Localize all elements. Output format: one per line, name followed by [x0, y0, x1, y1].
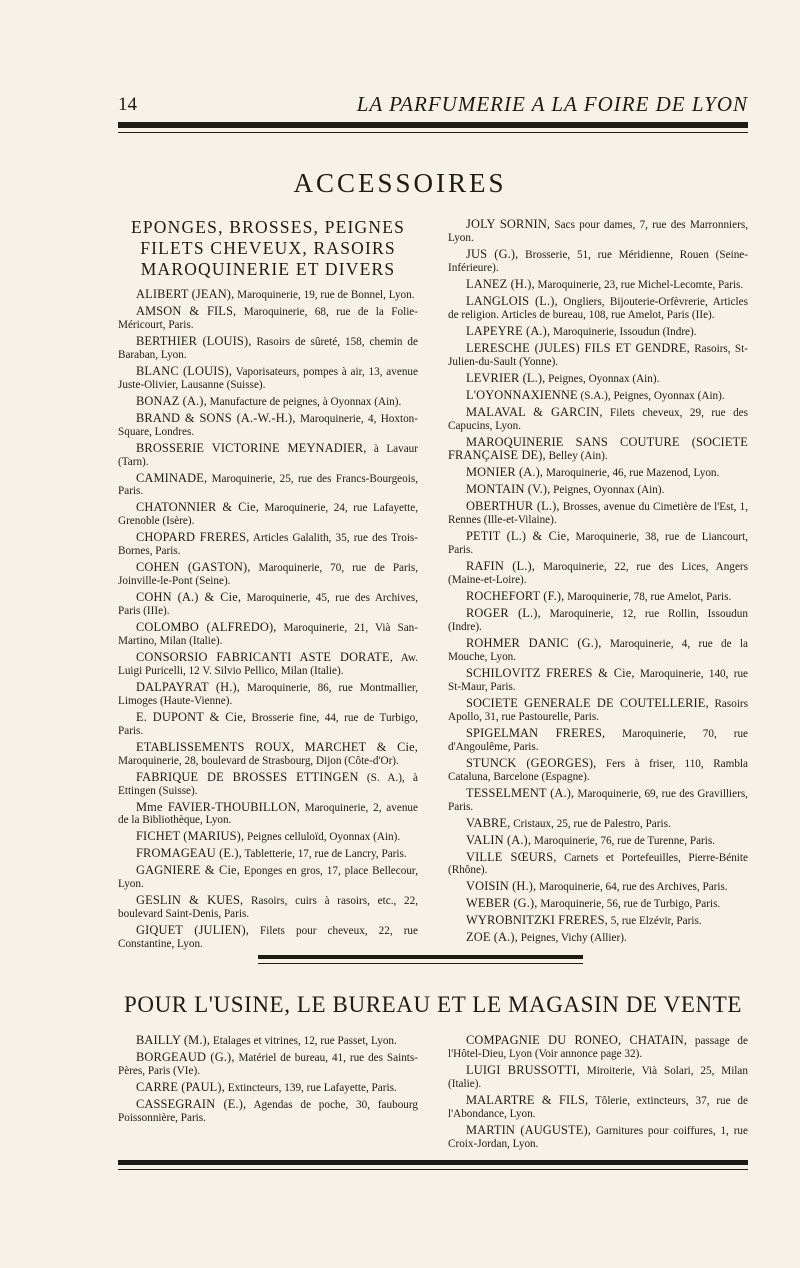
- entry-details: Brosserie fine, 44, rue de Turbigo, Paris.: [118, 711, 418, 737]
- entry-name: MAROQUINERIE SANS COUTURE (SOCIETE FRANÇAISE DE),: [448, 434, 748, 463]
- directory-entry: [448, 248, 748, 275]
- directory-entry: [448, 727, 748, 754]
- directory-entry: [118, 681, 418, 708]
- directory-entry: [118, 531, 418, 558]
- directory-entry: [118, 335, 418, 362]
- subtitle-line: FILETS CHEVEUX, RASOIRS: [140, 238, 396, 258]
- header-rule-thin: [118, 132, 748, 133]
- directory-entry: [118, 365, 418, 392]
- entry-details: Rasoirs Apollo, 31, rue Pastourelle, Paris.: [448, 697, 749, 723]
- entry-name: VILLE SŒURS,: [466, 849, 557, 864]
- entry-name: ETABLISSEMENTS ROUX, MARCHET & Cie,: [136, 739, 418, 754]
- entry-details: Filets cheveux, 29, rue des Capucins, Lyon.: [448, 406, 748, 432]
- entry-name: E. DUPONT & Cie,: [136, 709, 247, 724]
- footer-rule-thin: [118, 1169, 748, 1170]
- section-title-accessoires: ACCESSOIRES: [293, 168, 507, 198]
- directory-entry: [118, 711, 418, 738]
- entry-name: LEVRIER (L.),: [466, 370, 546, 385]
- directory-entry: [448, 1094, 748, 1121]
- entry-name: BONAZ (A.),: [136, 393, 207, 408]
- entry-details: 5, rue Elzévir, Paris.: [607, 915, 702, 928]
- entry-details: Filets pour cheveux, 22, rue Constantine, Lyon.: [118, 925, 418, 951]
- entry-details: Maroquinerie, 86, rue Montmallier, Limoges (Haute-Vienne).: [118, 681, 418, 707]
- entry-name: WYROBNITZKI FRERES,: [466, 913, 608, 928]
- directory-entry: [118, 771, 418, 798]
- entry-name: COHN (A.) & Cie,: [136, 590, 242, 605]
- entry-name: LANGLOIS (L.),: [466, 293, 558, 308]
- directory-entry: [118, 412, 418, 439]
- directory-entry: [118, 847, 418, 861]
- directory-entry: [448, 914, 748, 928]
- entry-name: FICHET (MARIUS),: [136, 829, 245, 844]
- entry-name: GAGNIERE & Cie,: [136, 863, 240, 878]
- directory-entry: [118, 924, 418, 951]
- entry-details: Maroquinerie, 22, rue des Lices, Angers (Maine-et-Loire).: [448, 561, 748, 587]
- entry-name: FABRIQUE DE BROSSES ETTINGEN: [136, 769, 359, 784]
- entry-name: VABRE,: [466, 815, 511, 830]
- entry-details: Ongliers, Bijouterie-Orfèvrerie, Articles de religion. Articles de bureau, 108, rue Amelot, Paris (IIe).: [448, 295, 748, 321]
- section-divider-thin: [258, 963, 583, 964]
- entry-details: Maroquinerie, 12, rue Rollin, Issoudun (Indre).: [448, 608, 748, 634]
- entry-details: Manufacture de peignes, à Oyonnax (Ain).: [206, 395, 402, 408]
- entry-details: Maroquinerie, 64, rue des Archives, Paris.: [536, 881, 728, 894]
- entry-name: PETIT (L.) & Cie,: [466, 529, 570, 544]
- directory-entry: [448, 295, 748, 322]
- directory-entry: [448, 278, 748, 292]
- entry-name: L'OYONNAXIENNE: [466, 387, 578, 402]
- entry-name: MALAVAL & GARCIN,: [466, 404, 603, 419]
- entry-details: Maroquinerie, 76, rue de Turenne, Paris.: [531, 834, 716, 847]
- entry-name: LERESCHE (JULES) FILS ET GENDRE,: [466, 340, 690, 355]
- entry-details: Vaporisateurs, pompes à air, 13, avenue Juste-Olivier, Lausanne (Suisse).: [118, 365, 418, 391]
- directory-entry: [118, 1098, 418, 1125]
- entry-details: Maroquinerie, 2, avenue de la Bibliothèque, Lyon.: [118, 801, 418, 827]
- directory-entry: [448, 466, 748, 480]
- directory-entry: [448, 757, 748, 784]
- entry-name: BERTHIER (LOUIS),: [136, 333, 252, 348]
- entry-details: Peignes, Oyonnax (Ain).: [545, 372, 660, 385]
- entry-name: JOLY SORNIN,: [466, 217, 551, 231]
- directory-entry: [448, 931, 748, 945]
- entry-name: ROGER (L.),: [466, 606, 541, 621]
- entry-details: Agendas de poche, 30, faubourg Poissonnière, Paris.: [118, 1098, 419, 1124]
- entry-details: Brosses, avenue du Cimetière de l'Est, 1, Rennes (Ille-et-Vilaine).: [448, 501, 749, 527]
- entry-name: LANEZ (H.),: [466, 276, 535, 291]
- directory-entry: [118, 801, 418, 828]
- usine-right-column: [448, 1034, 748, 1154]
- directory-entry: [118, 591, 418, 618]
- directory-entry: [448, 342, 748, 369]
- directory-entry: [448, 406, 748, 433]
- header-rule-thick: [118, 122, 748, 128]
- entry-details: Peignes, Oyonnax (Ain).: [550, 484, 665, 497]
- entry-name: CASSEGRAIN (E.),: [136, 1096, 247, 1111]
- entry-name: COMPAGNIE DU RONEO, CHATAIN,: [466, 1033, 688, 1047]
- entry-details: Carnets et Portefeuilles, Pierre-Bénite (Rhône).: [448, 851, 748, 877]
- entry-name: AMSON & FILS,: [136, 304, 237, 318]
- entry-details: Fers à friser, 110, Rambla Cataluna, Barcelone (Espagne).: [448, 757, 748, 783]
- directory-entry: [448, 817, 748, 831]
- entry-name: CHATONNIER & Cie,: [136, 500, 260, 515]
- entry-name: LUIGI BRUSSOTTI,: [466, 1062, 580, 1077]
- directory-entry: [448, 607, 748, 634]
- entry-details: Maroquinerie, 78, rue Amelot, Paris.: [564, 591, 732, 604]
- entry-details: Maroquinerie, Issoudun (Indre).: [550, 325, 697, 338]
- section-title-usine: POUR L'USINE, LE BUREAU ET LE MAGASIN DE VENTE: [123, 992, 742, 1017]
- entry-details: Sacs pour dames, 7, rue des Marronniers, Lyon.: [448, 219, 748, 244]
- entry-details: (S. A.), à Ettingen (Suisse).: [118, 771, 418, 797]
- directory-entry: [118, 561, 418, 588]
- subtitle-line: EPONGES, BROSSES, PEIGNES: [130, 217, 406, 237]
- entry-details: Maroquinerie, 23, rue Michel-Lecomte, Paris.: [534, 278, 744, 291]
- directory-entry: [118, 864, 418, 891]
- entry-name: TESSELMENT (A.),: [466, 785, 575, 800]
- entry-details: Rasoirs, St-Julien-du-Sault (Yonne).: [448, 342, 748, 368]
- page-number: 14: [118, 94, 137, 115]
- entry-name: BLANC (LOUIS),: [136, 363, 233, 378]
- entry-name: BRAND & SONS (A.-W.-H.),: [136, 410, 296, 425]
- entry-name: COLOMBO (ALFREDO),: [136, 620, 277, 635]
- directory-entry: [118, 830, 418, 844]
- entry-name: VALIN (A.),: [466, 832, 532, 847]
- running-title: LA PARFUMERIE A LA FOIRE DE LYON: [356, 92, 748, 116]
- entry-details: Aw. Luigi Puricelli, 12 V. Silvio Pellico, Milan (Italie).: [118, 651, 418, 677]
- entry-details: Belley (Ain).: [545, 450, 608, 463]
- entry-details: passage de l'Hôtel-Dieu, Lyon (Voir annonce page 32).: [448, 1035, 748, 1060]
- directory-entry: [448, 560, 748, 587]
- entry-name: MONTAIN (V.),: [466, 482, 551, 497]
- entry-name: STUNCK (GEORGES),: [466, 755, 597, 770]
- entry-name: BORGEAUD (G.),: [136, 1050, 235, 1064]
- directory-entry: [448, 590, 748, 604]
- directory-entry: [118, 894, 418, 921]
- entry-details: Maroquinerie, 24, rue Lafayette, Grenoble (Isère).: [118, 502, 419, 528]
- entry-details: Maroquinerie, 4, rue de la Mouche, Lyon.: [448, 638, 748, 663]
- entry-details: Brosserie, 51, rue Méridienne, Rouen (Seine-Inférieure).: [448, 248, 748, 274]
- directory-entry: [448, 500, 748, 527]
- entry-name: VOISIN (H.),: [466, 879, 537, 894]
- directory-entry: [118, 501, 418, 528]
- directory-entry: [448, 697, 748, 724]
- entry-name: ALIBERT (JEAN),: [136, 287, 235, 301]
- directory-entry: [448, 530, 748, 557]
- entry-details: Maroquinerie, 4, Hoxton-Square, Londres.: [118, 412, 418, 438]
- directory-entry: [118, 1034, 418, 1048]
- entry-name: COHEN (GASTON),: [136, 560, 251, 575]
- directory-entry: [448, 325, 748, 339]
- entry-name: MALARTRE & FILS,: [466, 1092, 589, 1107]
- entry-name: LAPEYRE (A.),: [466, 323, 551, 338]
- entry-name: RAFIN (L.),: [466, 559, 536, 574]
- entry-details: Maroquinerie, 140, rue St-Maur, Paris.: [448, 667, 748, 693]
- directory-entry: [448, 851, 748, 878]
- directory-entry: [118, 1081, 418, 1095]
- entry-name: SOCIETE GENERALE DE COUTELLERIE,: [466, 695, 709, 710]
- entry-details: Miroiterie, Vià Solari, 25, Milan (Italie).: [448, 1064, 748, 1090]
- entry-name: CAMINADE,: [136, 470, 208, 485]
- entry-name: DALPAYRAT (H.),: [136, 679, 241, 694]
- entry-details: (S.A.), Peignes, Oyonnax (Ain).: [577, 389, 725, 402]
- directory-entry: [118, 741, 418, 768]
- directory-entry: [118, 395, 418, 409]
- entry-details: Maroquinerie, 68, rue de la Folie-Méricourt, Paris.: [118, 306, 418, 331]
- directory-entry: [448, 389, 748, 403]
- entry-details: Extincteurs, 139, rue Lafayette, Paris.: [224, 1081, 397, 1094]
- entry-name: SCHILOVITZ FRERES & Cie,: [466, 665, 635, 680]
- entry-name: Mme FAVIER-THOUBILLON,: [136, 799, 300, 814]
- entry-details: Maroquinerie, 21, Vià San-Martino, Milan (Italie).: [118, 622, 418, 647]
- entry-details: Tabletterie, 17, rue de Lancry, Paris.: [241, 848, 407, 861]
- directory-entry: [118, 305, 418, 332]
- accessoires-left-column: [118, 288, 418, 954]
- directory-entry: [448, 787, 748, 814]
- entry-details: Eponges en gros, 17, place Bellecour, Lyon.: [118, 865, 418, 891]
- directory-entry: [448, 897, 748, 911]
- entry-details: Maroquinerie, 38, rue de Liancourt, Paris.: [448, 531, 748, 557]
- entry-name: BROSSERIE VICTORINE MEYNADIER,: [136, 440, 367, 455]
- entry-details: Peignes, Vichy (Allier).: [517, 932, 627, 945]
- directory-entry: [448, 436, 748, 464]
- entry-name: CONSORSIO FABRICANTI ASTE DORATE,: [136, 649, 393, 664]
- entry-details: Garnitures pour coiffures, 1, rue Croix-Jordan, Lyon.: [448, 1124, 748, 1150]
- entry-name: GIQUET (JULIEN),: [136, 923, 249, 938]
- directory-entry: [118, 472, 418, 499]
- directory-entry: [448, 880, 748, 894]
- section-divider: [258, 955, 583, 959]
- entry-name: CARRE (PAUL),: [136, 1079, 225, 1094]
- entry-name: SPIGELMAN FRERES,: [466, 725, 606, 740]
- entry-name: CHOPARD FRERES,: [136, 530, 250, 545]
- entry-details: Etalages et vitrines, 12, rue Passet, Lyon.: [210, 1035, 397, 1047]
- entry-name: ZOE (A.),: [466, 930, 518, 945]
- directory-entry: [118, 1051, 418, 1078]
- entry-details: Matériel de bureau, 41, rue des Saints-Pères, Paris (VIe).: [118, 1052, 418, 1077]
- entry-details: Maroquinerie, 46, rue Mazenod, Lyon.: [543, 467, 720, 480]
- entry-name: WEBER (G.),: [466, 896, 538, 911]
- entry-name: GESLIN & KUES,: [136, 893, 244, 908]
- entry-details: Maroquinerie, 25, rue des Francs-Bourgeois, Paris.: [118, 472, 418, 498]
- entry-name: FROMAGEAU (E.),: [136, 846, 242, 861]
- entry-details: Tôlerie, extincteurs, 37, rue de l'Abondance, Lyon.: [448, 1094, 748, 1120]
- directory-entry: [118, 288, 418, 302]
- entry-details: Maroquinerie, 45, rue des Archives, Paris (IIIe).: [118, 592, 418, 618]
- entry-details: Maroquinerie, 28, boulevard de Strasbourg, Dijon (Côte-d'Or).: [118, 754, 399, 767]
- directory-entry: [118, 442, 418, 469]
- directory-entry: [448, 637, 748, 664]
- accessoires-right-column: [448, 218, 748, 948]
- entry-name: ROCHEFORT (F.),: [466, 589, 565, 604]
- entry-details: Peignes celluloïd, Oyonnax (Ain).: [244, 831, 401, 844]
- entry-details: Rasoirs, cuirs à rasoirs, etc., 22, boulevard Saint-Denis, Paris.: [118, 895, 418, 921]
- page-header: [118, 92, 748, 118]
- directory-entry: [118, 651, 418, 678]
- directory-entry: [448, 372, 748, 386]
- directory-entry: [448, 1124, 748, 1151]
- entry-name: ROHMER DANIC (G.),: [466, 636, 602, 651]
- entry-name: OBERTHUR (L.),: [466, 499, 560, 514]
- entry-name: MONIER (A.),: [466, 465, 544, 480]
- entry-details: Articles Galalith, 35, rue des Trois-Bornes, Paris.: [118, 532, 419, 558]
- directory-entry: [448, 218, 748, 245]
- entry-name: MARTIN (AUGUSTE),: [466, 1122, 591, 1137]
- directory-entry: [448, 483, 748, 497]
- footer-rule-thick: [118, 1160, 748, 1165]
- entry-details: Rasoirs de sûreté, 158, chemin de Baraban, Lyon.: [118, 335, 418, 361]
- entry-details: Maroquinerie, 70, rue de Paris, Joinville-le-Pont (Seine).: [118, 562, 418, 588]
- entry-name: JUS (G.),: [466, 246, 519, 261]
- directory-entry: [448, 1034, 748, 1061]
- subtitle-line: MAROQUINERIE ET DIVERS: [140, 259, 396, 279]
- entry-name: BAILLY (M.),: [136, 1033, 211, 1047]
- usine-left-column: [118, 1034, 418, 1128]
- directory-entry: [448, 1064, 748, 1091]
- entry-details: Maroquinerie, 69, rue des Gravilliers, Paris.: [448, 787, 748, 813]
- directory-entry: [118, 621, 418, 648]
- section-subtitle: [118, 217, 418, 280]
- entry-details: Cristaux, 25, rue de Palestro, Paris.: [510, 817, 671, 830]
- entry-details: Maroquinerie, 19, rue de Bonnel, Lyon.: [234, 289, 415, 301]
- entry-details: à Lavaur (Tarn).: [118, 442, 418, 468]
- directory-entry: [448, 667, 748, 694]
- directory-entry: [448, 834, 748, 848]
- entry-details: Maroquinerie, 70, rue d'Angoulême, Paris.: [448, 727, 749, 753]
- entry-details: Maroquinerie, 56, rue de Turbigo, Paris.: [537, 898, 721, 911]
